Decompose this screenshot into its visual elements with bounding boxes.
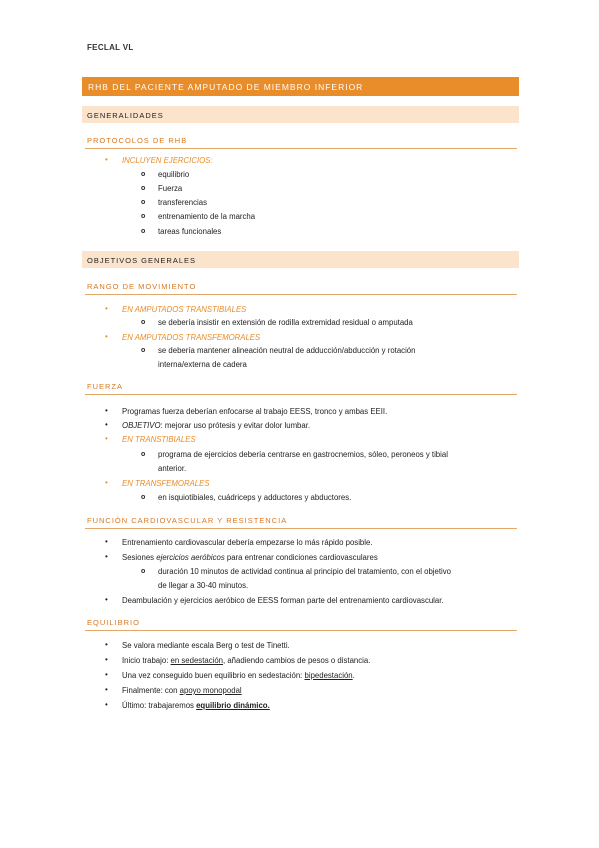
rango-transtibiales-sub: se debería insistir en extensión de rodilla extremidad residual o amputada	[158, 318, 413, 327]
document-title: RHB DEL PACIENTE AMPUTADO DE MIEMBRO INFERIOR	[88, 82, 364, 92]
bullet-icon: •	[105, 670, 108, 679]
equilibrio-item5	[122, 701, 270, 711]
bullet-icon: •	[105, 406, 108, 415]
band-generalidades-label: GENERALIDADES	[87, 111, 164, 120]
rango-transfemorales-sub1: se debería mantener alineación neutral de adducción/abducción y rotación	[158, 346, 416, 355]
fuerza-item2-text: : mejorar uso prótesis y evitar dolor lumbar.	[160, 421, 311, 430]
equilibrio-item2-c: , añadiendo cambios de pesos o distancia.	[223, 656, 371, 665]
protocolos-subitem: tareas funcionales	[158, 227, 222, 236]
fuerza-item1: Programas fuerza deberían enfocarse al trabajo EESS, tronco y ambas EEII.	[122, 407, 388, 416]
equilibrio-item5-a: Último: trabajaremos	[122, 701, 197, 710]
section-rango	[85, 281, 517, 295]
band-objetivos-label: OBJETIVOS GENERALES	[87, 256, 197, 265]
protocolos-subitem: Fuerza	[158, 184, 183, 193]
circle-bullet-icon: o	[141, 228, 146, 235]
equilibrio-item2-b: en sedestación	[170, 656, 223, 665]
fuerza-item4: EN TRANSFEMORALES	[122, 479, 210, 488]
band-generalidades	[82, 106, 519, 123]
bullet-icon: •	[105, 640, 108, 649]
section-cardio	[85, 515, 517, 529]
section-equilibrio	[85, 617, 517, 631]
protocolos-subitem: transferencias	[158, 198, 207, 207]
circle-bullet-icon: o	[141, 319, 146, 326]
bullet-icon: •	[105, 420, 108, 429]
document-header: FECLAL VL	[87, 43, 134, 52]
bullet-icon: •	[105, 537, 108, 546]
rango-transfemorales-sub2: interna/externa de cadera	[158, 360, 247, 369]
bullet-icon: •	[105, 595, 108, 604]
equilibrio-item3	[122, 671, 355, 681]
cardio-item2-b: ejercicios aeróbicos	[156, 553, 225, 562]
cardio-item2	[122, 553, 378, 563]
bullet-icon: •	[105, 685, 108, 694]
equilibrio-item4	[122, 686, 242, 696]
section-fuerza-heading: FUERZA	[87, 382, 123, 391]
equilibrio-item3-c: .	[352, 671, 355, 680]
equilibrio-item2-a: Inicio trabajo:	[122, 656, 171, 665]
cardio-item2-sub1: duración 10 minutos de actividad continua al principio del tratamiento, con el objetivo	[158, 567, 451, 576]
bullet-icon: •	[105, 155, 108, 164]
document-title-bar	[82, 77, 519, 96]
cardio-item2-c: para entrenar condiciones cardiovasculares	[224, 553, 378, 562]
equilibrio-item3-a: Una vez conseguido buen equilibrio en sedestación:	[122, 671, 305, 680]
equilibrio-item2	[122, 656, 370, 666]
bullet-icon: •	[105, 478, 108, 487]
fuerza-item2	[122, 421, 310, 431]
circle-bullet-icon: o	[141, 171, 146, 178]
circle-bullet-icon: o	[141, 199, 146, 206]
circle-bullet-icon: o	[141, 451, 146, 458]
fuerza-item2-label: OBJETIVO	[122, 421, 161, 430]
rango-transfemorales: EN AMPUTADOS TRANSFEMORALES	[122, 333, 261, 342]
equilibrio-item4-a: Finalmente: con	[122, 686, 180, 695]
fuerza-item3: EN TRANSTIBIALES	[122, 435, 196, 444]
section-equilibrio-heading: EQUILIBRIO	[87, 618, 140, 627]
section-fuerza	[85, 381, 517, 395]
band-objetivos	[82, 251, 519, 268]
protocolos-item: INCLUYEN EJERCICIOS:	[122, 156, 213, 165]
section-rango-heading: RANGO DE MOVIMIENTO	[87, 282, 197, 291]
fuerza-item4-sub: en isquiotibiales, cuádriceps y adductores y abductores.	[158, 493, 352, 502]
fuerza-item3-sub1: programa de ejercicios debería centrarse en gastrocnemios, sóleo, peroneos y tibial	[158, 450, 448, 459]
equilibrio-item1: Se valora mediante escala Berg o test de Tinetti.	[122, 641, 290, 650]
cardio-item2-a: Sesiones	[122, 553, 157, 562]
equilibrio-item5-b: equilibrio dinámico.	[196, 701, 270, 710]
protocolos-subitem: equilibrio	[158, 170, 190, 179]
bullet-icon: •	[105, 332, 108, 341]
equilibrio-item3-b: bipedestación	[304, 671, 353, 680]
cardio-item2-sub2: de llegar a 30-40 minutos.	[158, 581, 249, 590]
bullet-icon: •	[105, 655, 108, 664]
equilibrio-item4-b: apoyo monopodal	[179, 686, 242, 695]
section-protocolos	[85, 135, 517, 149]
bullet-icon: •	[105, 700, 108, 709]
section-cardio-heading: FUNCIÓN CARDIOVASCULAR Y RESISTENCIA	[87, 516, 288, 525]
bullet-icon: •	[105, 304, 108, 313]
circle-bullet-icon: o	[141, 213, 146, 220]
circle-bullet-icon: o	[141, 185, 146, 192]
cardio-item1: Entrenamiento cardiovascular debería empezarse lo más rápido posible.	[122, 538, 373, 547]
section-protocolos-heading: PROTOCOLOS DE RHB	[87, 136, 188, 145]
fuerza-item3-sub2: anterior.	[158, 464, 187, 473]
rango-transtibiales: EN AMPUTADOS TRANSTIBIALES	[122, 305, 247, 314]
bullet-icon: •	[105, 434, 108, 443]
cardio-item3: Deambulación y ejercicios aeróbico de EESS forman parte del entrenamiento cardiovascular.	[122, 596, 444, 605]
bullet-icon: •	[105, 552, 108, 561]
protocolos-subitem: entrenamiento de la marcha	[158, 212, 256, 221]
circle-bullet-icon: o	[141, 568, 146, 575]
circle-bullet-icon: o	[141, 494, 146, 501]
circle-bullet-icon: o	[141, 347, 146, 354]
